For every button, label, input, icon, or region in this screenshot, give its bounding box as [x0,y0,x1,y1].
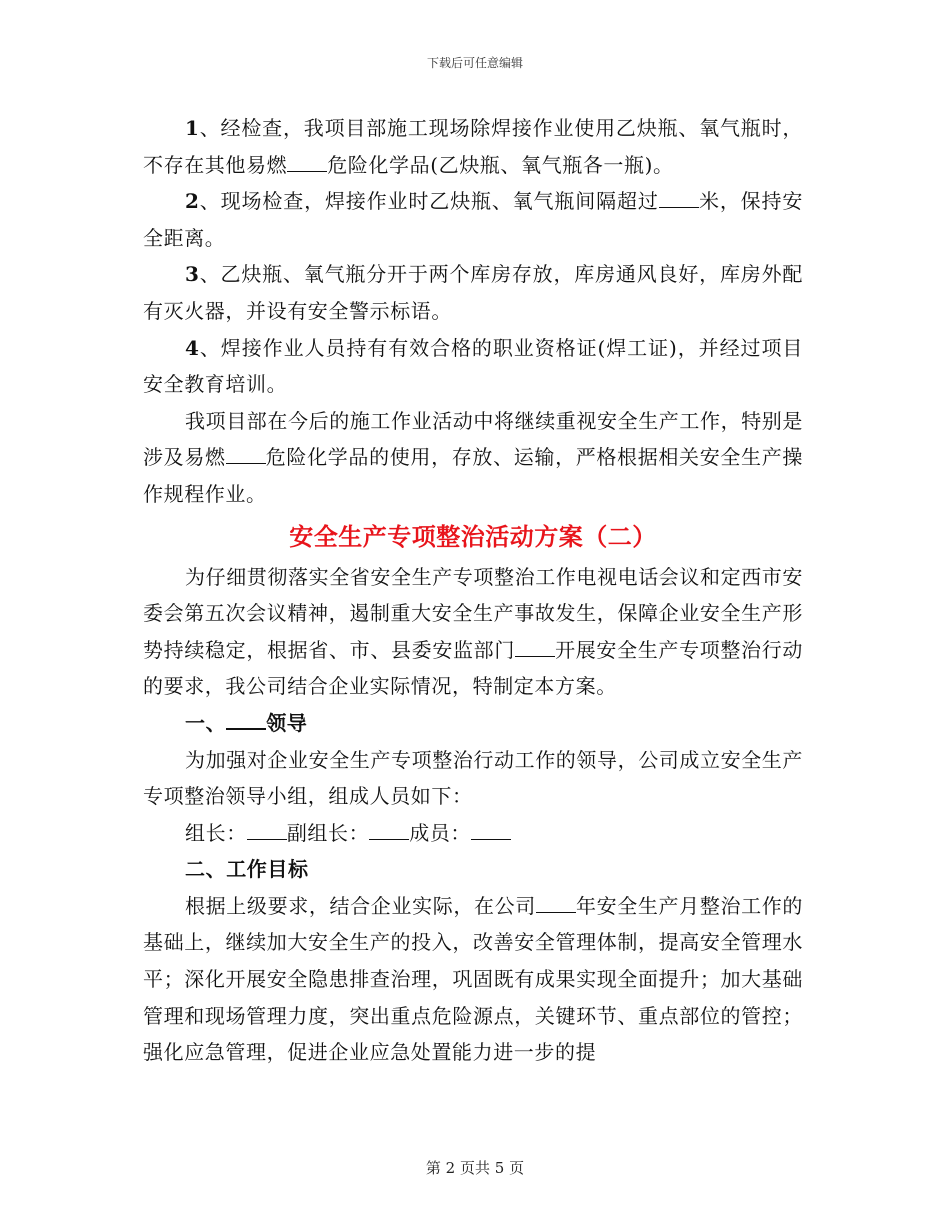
role-label-leader: 组长： [185,820,247,845]
heading-text: 一、 [185,710,227,735]
fill-blank [287,170,327,172]
item-text: 、经检查，我项目部施工现场除焊接作业使用乙炔瓶、氧气瓶时，不存在其他易燃 [143,116,803,177]
list-item [143,256,803,329]
leadership-paragraph: 为加强对企业安全生产专项整治行动工作的领导，公司成立安全生产专项整治领导小组，组成人员如下： [143,747,803,809]
fill-blank [247,838,287,840]
item-text: 、现场检查，焊接作业时乙炔瓶、氧气瓶间隔超过 [199,189,659,214]
fill-blank [226,462,266,464]
item-number: 2 [185,189,200,214]
role-label-deputy: 副组长： [286,820,370,845]
roles-line [143,815,803,852]
item-number: 4 [185,335,200,360]
closing-text: 我项目部在今后的施工作业活动中将继续重视安全生产工作，特别是涉及易燃 [143,408,803,470]
fill-blank [226,727,266,730]
fill-blank [515,655,555,657]
fill-blank [471,838,511,840]
page-footer: 第 2 页共 5 页 [425,1159,525,1177]
list-item [143,110,803,183]
item-number: 3 [185,262,200,287]
goals-text: 年安全生产月整治工作的基础上，继续加大安全生产的投入，改善安全管理体制，提高安全管理水平；深化开展安全隐患排查治理，巩固既有成果实现全面提升；加大基础管理和现场管理力度，突出重点危险源点，关键环节、重点部位的管控；强化应急管理，促进企业应急处置能力进一步的提 [143,893,803,1065]
heading-goals: 二、工作目标 [185,857,309,882]
list-item [143,183,803,256]
role-label-members: 成员： [409,820,472,845]
goals-text: 根据上级要求，结合企业实际，在公司 [185,893,536,918]
goals-paragraph [143,888,803,1071]
heading-leadership [143,705,803,742]
page-header: 下载后可任意编辑 [426,56,523,70]
list-item [143,330,803,403]
fill-blank [659,206,699,208]
item-text: 危险化学品(乙炔瓶、氧气瓶各一瓶)。 [327,152,674,177]
section-title: 安全生产专项整治活动方案（二） [289,521,657,551]
intro-text: 为仔细贯彻落实全省安全生产专项整治工作电视电话会议和定西市安委会第五次会议精神，遏制重大安全生产事故发生，保障企业安全生产形势持续稳定，根据省、市、县委安监部门 [143,564,803,662]
intro-paragraph [143,559,803,705]
intro-text: 开展安全生产专项整治行动的要求，我公司结合企业实际情况，特制定本方案。 [143,637,803,699]
document-body [143,110,803,1071]
item-text: 米，保持安全距离。 [143,189,804,250]
item-text: 、焊接作业人员持有有效合格的职业资格证(焊工证)，并经过项目安全教育培训。 [143,335,803,397]
fill-blank [369,838,409,840]
closing-text: 危险化学品的使用，存放、运输，严格根据相关安全生产操作规程作业。 [143,445,803,506]
closing-paragraph [143,403,803,513]
heading-text: 领导 [266,710,308,735]
item-number: 1 [185,116,200,140]
item-text: 、乙炔瓶、氧气瓶分开于两个库房存放，库房通风良好，库房外配有灭火器，并设有安全警示标语。 [143,262,803,323]
fill-blank [536,911,576,913]
